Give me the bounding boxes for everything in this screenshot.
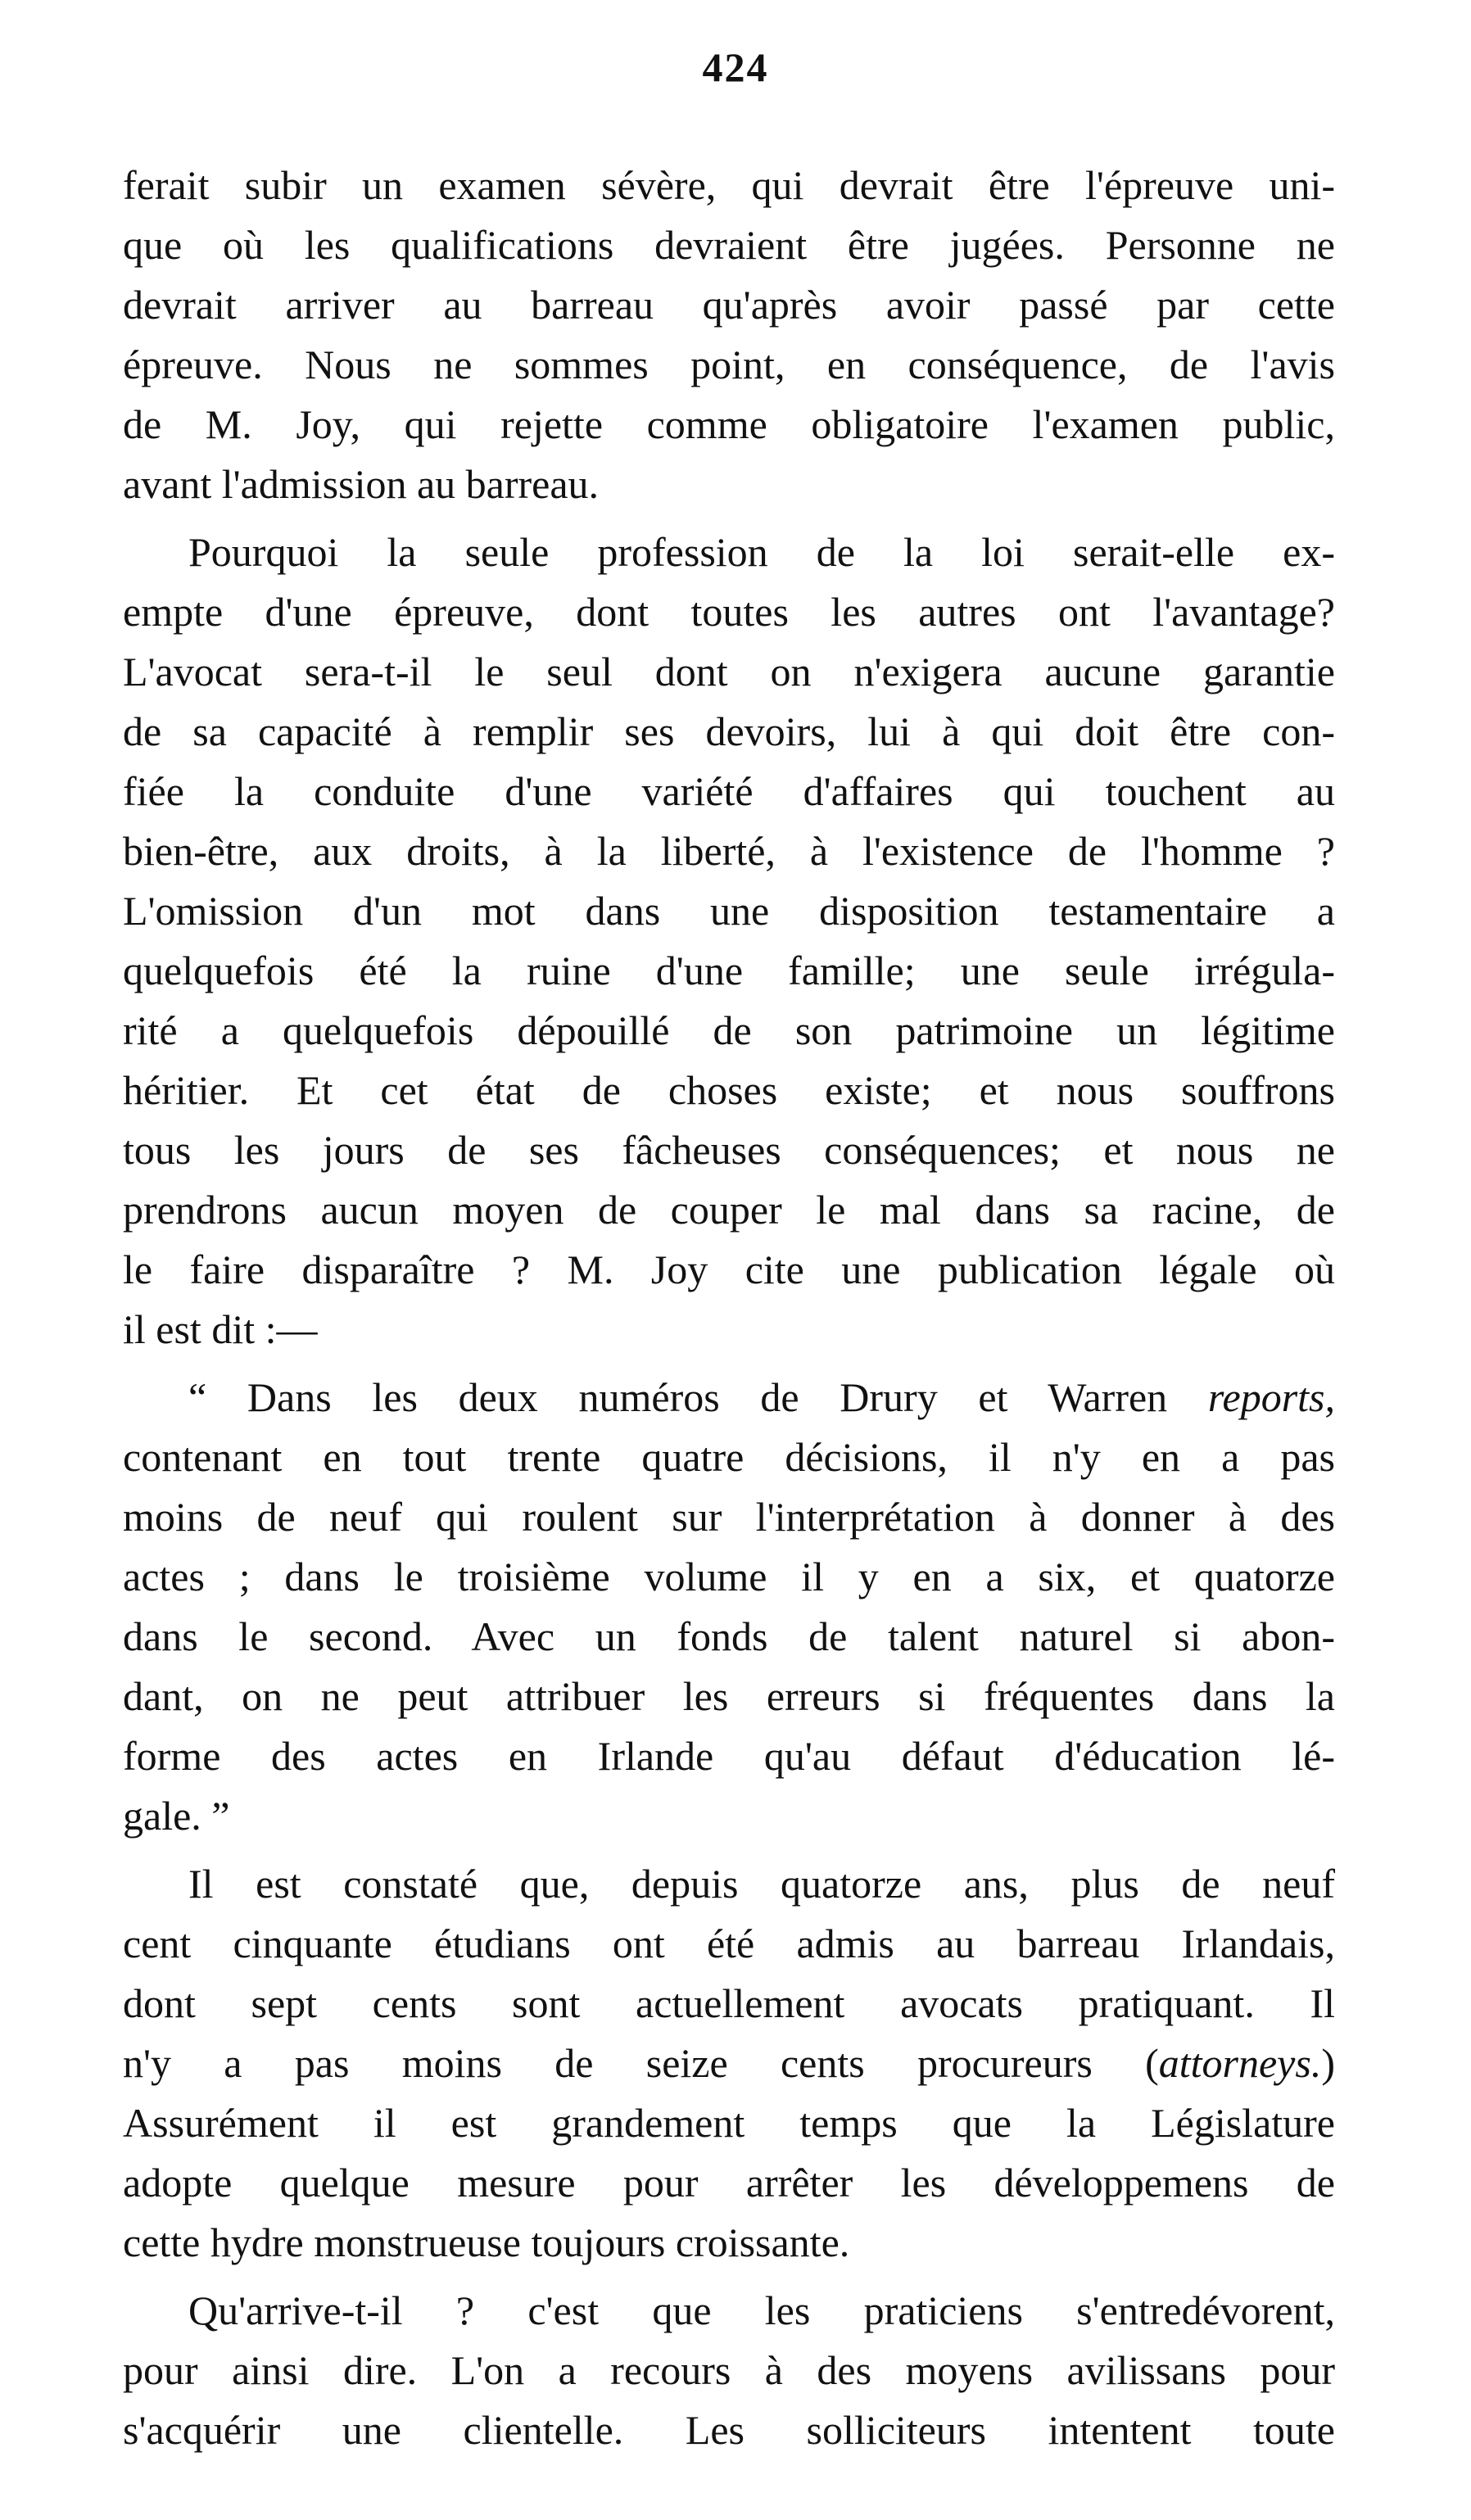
text-line: pour ainsi dire. L'on a recours à des moyens avilissans pour [123,2347,1335,2393]
text-line: Qu'arrive-t-il ? c'est que les praticiens s'entredévorent, [188,2287,1335,2333]
text-line: avant l'admission au barreau. [123,461,600,507]
text-line: tous les jours de ses fâcheuses conséquences; et nous ne [123,1127,1335,1173]
paragraph-1 [123,156,1335,514]
text-line: moins de neuf qui roulent sur l'interprétation à donner à des [123,1494,1335,1540]
text-line: dant, on ne peut attribuer les erreurs si fréquentes dans la [123,1673,1335,1719]
text-line: cent cinquante étudians ont été admis au barreau Irlandais, [123,1921,1335,1966]
text-line: gale. ” [123,1793,230,1839]
text-fragment: “ Dans les deux numéros de Drury et Warren [188,1374,1168,1420]
paragraph-3-quotation [123,1368,1335,1846]
text-line: prendrons aucun moyen de couper le mal dans sa racine, de [123,1187,1335,1233]
text-line: épreuve. Nous ne sommes point, en conséquence, de l'avis [123,342,1335,387]
text-line: il est dit :— [123,1306,318,1352]
text-line: de sa capacité à remplir ses devoirs, lui à qui doit être con- [123,708,1335,754]
text-line: ferait subir un examen sévère, qui devrait être l'épreuve uni- [123,162,1335,208]
text-line: le faire disparaître ? M. Joy cite une publication légale où [123,1246,1335,1292]
text-line: L'avocat sera-t-il le seul dont on n'exigera aucune garantie [123,649,1335,694]
text-line: contenant en tout trente quatre décisions, il n'y en a pas [123,1434,1335,1480]
text-line: forme des actes en Irlande qu'au défaut d'éducation lé- [123,1733,1335,1779]
page-number: 424 [702,44,769,90]
text-line: adopte quelque mesure pour arrêter les développemens de [123,2160,1335,2206]
paragraph-5 [123,2281,1335,2460]
text-line [123,1368,1335,1427]
text-line: L'omission d'un mot dans une disposition testamentaire a [123,888,1335,934]
italic-term: reports, [1207,1374,1336,1420]
text-line: fiée la conduite d'une variété d'affaires qui touchent au [123,768,1335,814]
text-line: actes ; dans le troisième volume il y en a six, et quatorze [123,1554,1335,1599]
italic-term: attorneys. [1158,2040,1322,2086]
text-line: s'acquérir une clientelle. Les solliciteurs intentent toute [123,2407,1335,2453]
text-line: dont sept cents sont actuellement avocats pratiquant. Il [123,1980,1335,2026]
text-line: rité a quelquefois dépouillé de son patrimoine un légitime [123,1007,1335,1053]
paragraph-4 [123,1854,1335,2273]
text-line: bien-être, aux droits, à la liberté, à l'existence de l'homme ? [123,828,1335,874]
text-line [123,2034,1335,2093]
text-fragment: ) [1321,2040,1335,2086]
text-line: quelquefois été la ruine d'une famille; une seule irrégula- [123,948,1335,993]
body-text [123,156,1335,2460]
text-fragment: n'y a pas moins de seize cents procureurs ( [123,2040,1159,2086]
paragraph-2 [123,523,1335,1360]
text-line: Assurément il est grandement temps que la Législature [123,2100,1335,2146]
text-line: héritier. Et cet état de choses existe; et nous souffrons [123,1067,1335,1113]
text-line: empte d'une épreuve, dont toutes les autres ont l'avantage? [123,589,1335,635]
text-line: dans le second. Avec un fonds de talent naturel si abon- [123,1613,1335,1659]
text-line: de M. Joy, qui rejette comme obligatoire l'examen public, [123,401,1335,447]
text-line: Pourquoi la seule profession de la loi serait-elle ex- [188,529,1335,575]
text-line: Il est constaté que, depuis quatorze ans, plus de neuf [188,1861,1335,1907]
text-line: cette hydre monstrueuse toujours croissante. [123,2219,850,2265]
text-line: devrait arriver au barreau qu'après avoir passé par cette [123,282,1335,328]
text-line: que où les qualifications devraient être jugées. Personne ne [123,222,1335,268]
